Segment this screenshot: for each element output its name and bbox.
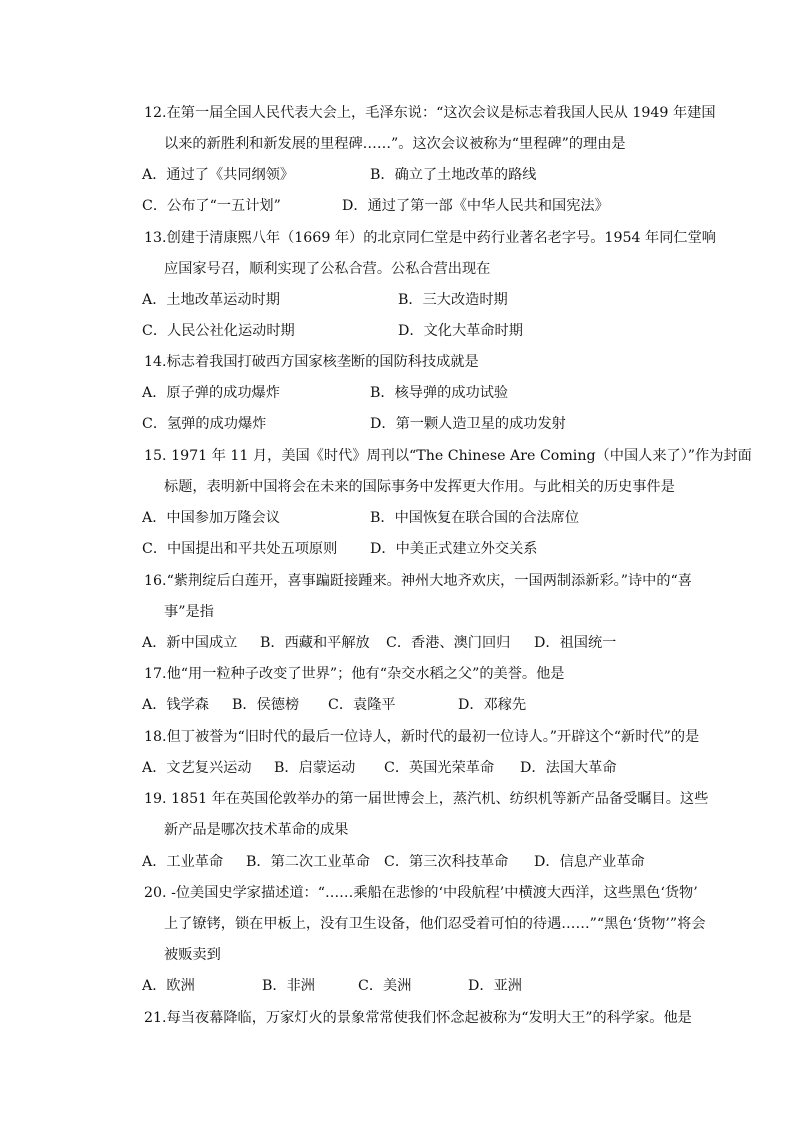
question-13-option-b: B．三大改造时期: [398, 292, 508, 308]
question-14-option-b: B．核导弹的成功试验: [370, 385, 509, 401]
question-18-line-1: 18.但丁被誉为“旧时代的最后一位诗人，新时代的最初一位诗人。”开辟这个“新时代”的是: [144, 729, 700, 745]
question-20-line-1: 20. -位美国史学家描述道：“……乘船在悲惨的‘中段航程’中横渡大西洋，这些黑色‘货物’: [144, 885, 698, 901]
question-20-option-a: A．欧洲: [142, 978, 195, 994]
question-13-option-c: C．人民公社化运动时期: [142, 323, 295, 339]
question-16-option-d: D．祖国统一: [534, 635, 617, 651]
question-18-option-b: B．启蒙运动: [274, 760, 356, 776]
question-14-option-d: D．第一颗人造卫星的成功发射: [370, 416, 566, 432]
question-20-option-b: B．非洲: [262, 978, 315, 994]
question-18-option-c: C．英国光荣革命: [384, 760, 495, 776]
question-15-line-1: 15. 1971 年 11 月，美国《时代》周刊以“The Chinese Are Coming（中国人来了）”作为封面: [144, 448, 752, 464]
question-12-option-b: B．确立了土地改革的路线: [370, 167, 537, 183]
question-16-option-b: B．西藏和平解放: [260, 635, 370, 651]
question-13-option-d: D．文化大革命时期: [398, 323, 523, 339]
question-16-line-1: 16.“紫荆绽后白莲开，喜事蹁跹接踵来。神州大地齐欢庆，一国两制添新彩。”诗中的“喜: [144, 573, 692, 589]
question-15-option-a: A．中国参加万隆会议: [142, 510, 280, 526]
question-20-line-2: 上了镣铐，锁在甲板上，没有卫生设备，他们忍受着可怕的待遇……”“黑色‘货物’”将会: [164, 916, 706, 932]
question-12-option-d: D．通过了第一部《中华人民共和国宪法》: [342, 198, 609, 214]
question-17-option-b: B．侯德榜: [232, 697, 300, 713]
question-18-option-a: A．文艺复兴运动: [142, 760, 252, 776]
question-19-option-a: A．工业革命: [142, 854, 224, 870]
question-13-option-a: A．土地改革运动时期: [142, 292, 280, 308]
question-20-option-c: C．美洲: [358, 978, 412, 994]
question-15-option-d: D．中美正式建立外交关系: [370, 541, 538, 557]
question-19-line-2: 新产品是哪次技术革命的成果: [164, 822, 349, 838]
question-17-line-1: 17.他“用一粒种子改变了世界”；他有“杂交水稻之父”的美誉。他是: [144, 666, 565, 682]
question-16-option-c: C．香港、澳门回归: [386, 635, 511, 651]
question-18-option-d: D．法国大革命: [520, 760, 617, 776]
question-14-option-c: C．氢弹的成功爆炸: [142, 416, 267, 432]
question-16-line-2: 事”是指: [164, 604, 214, 620]
question-12-option-c: C．公布了“一五计划”: [142, 198, 281, 214]
question-12-line-1: 12.在第一届全国人民代表大会上，毛泽东说：“这次会议是标志着我国人民从 1949 年建国: [144, 105, 716, 121]
question-19-option-c: C．第三次科技革命: [384, 854, 509, 870]
question-21-line-1: 21.每当夜幕降临，万家灯火的景象常常使我们怀念起被称为“发明大王”的科学家。他是: [144, 1010, 692, 1026]
question-17-option-a: A．钱学森: [142, 697, 209, 713]
question-16-option-a: A．新中国成立: [142, 635, 238, 651]
question-12-line-2: 以来的新胜利和新发展的里程碑……”。这次会议被称为“里程碑”的理由是: [164, 136, 626, 152]
question-15-line-2: 标题，表明新中国将会在未来的国际事务中发挥更大作用。与此相关的历史事件是: [164, 479, 675, 495]
question-12-option-a: A．通过了《共同纲领》: [142, 167, 295, 183]
question-20-option-d: D．亚洲: [468, 978, 522, 994]
question-19-option-b: B．第二次工业革命: [246, 854, 370, 870]
question-17-option-c: C．袁隆平: [328, 697, 396, 713]
question-20-line-3: 被贩卖到: [164, 947, 221, 963]
question-14-option-a: A．原子弹的成功爆炸: [142, 385, 280, 401]
question-14-line-1: 14.标志着我国打破西方国家核垄断的国防科技成就是: [144, 354, 479, 370]
question-17-option-d: D．邓稼先: [458, 697, 527, 713]
question-15-option-b: B．中国恢复在联合国的合法席位: [370, 510, 580, 526]
question-19-line-1: 19. 1851 年在英国伦敦举办的第一届世博会上，蒸汽机、纺织机等新产品备受瞩目。这些: [144, 791, 709, 807]
question-13-line-2: 应国家号召，顺利实现了公私合营。公私合营出现在: [164, 261, 491, 277]
question-13-line-1: 13.创建于清康熙八年（1669 年）的北京同仁堂是中药行业著名老字号。1954 年同仁堂响: [144, 230, 716, 246]
question-19-option-d: D．信息产业革命: [534, 854, 645, 870]
question-15-option-c: C．中国提出和平共处五项原则: [142, 541, 338, 557]
